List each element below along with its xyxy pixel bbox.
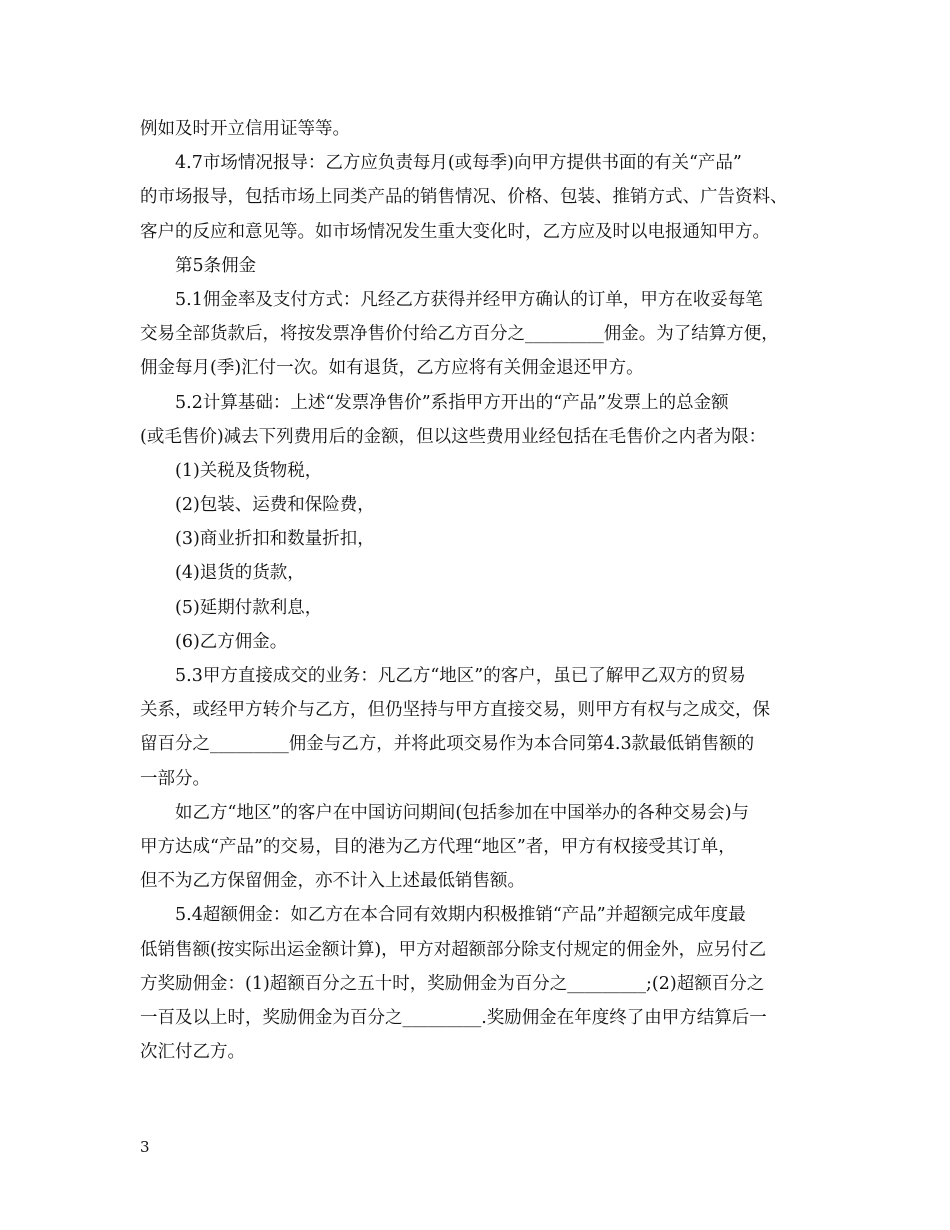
text-line: 次汇付乙方。 [140, 1042, 245, 1063]
text-line: 5.2计算基础：上述“发票净售价”系指甲方开出的“产品”发票上的总金额 [175, 392, 729, 413]
text-line: 一部分。 [140, 768, 210, 789]
text-line: 5.3甲方直接成交的业务：凡乙方“地区”的客户，虽已了解甲乙双方的贸易 [175, 666, 746, 686]
text-line: 一百及以上时，奖励佣金为百分之_________.奖励佣金在年度终了由甲方结算后一 [140, 1007, 767, 1028]
page-number: 3 [140, 1138, 150, 1156]
text-line: 留百分之_________佣金与乙方，并将此项交易作为本合同第4.3款最低销售额的 [140, 734, 755, 755]
text-line: 5.1佣金率及支付方式：凡经乙方获得并经甲方确认的订单，甲方在收妥每笔 [175, 289, 763, 310]
text-line: 交易全部货款后，将按发票净售价付给乙方百分之_________佣金。为了结算方便， [140, 324, 779, 345]
document-body [140, 112, 830, 1069]
text-line: 低销售额(按实际出运金额计算)，甲方对超额部分除支付规定的佣金外，应另付乙 [140, 939, 767, 960]
text-line: 方奖励佣金：(1)超额百分之五十时，奖励佣金为百分之_________;(2)超额百分之 [140, 973, 765, 994]
list-item: (4)退货的货款， [175, 563, 305, 584]
list-item: (1)关税及货物税， [175, 460, 323, 481]
text-line: 关系，或经甲方转介与乙方，但仍坚持与甲方直接交易，则甲方有权与之成交，保 [140, 700, 770, 721]
text-line: 4.7市场情况报导：乙方应负责每月(或每季)向甲方提供书面的有关“产品” [175, 153, 742, 174]
section-heading: 第5条佣金 [175, 255, 257, 276]
text-line: 例如及时开立信用证等等。 [140, 119, 350, 139]
text-line: 5.4超额佣金：如乙方在本合同有效期内积极推销“产品”并超额完成年度最 [175, 905, 746, 926]
text-line: 如乙方“地区”的客户在中国访问期间(包括参加在中国举办的各种交易会)与 [175, 802, 750, 823]
list-item: (6)乙方佣金。 [175, 631, 288, 652]
text-line: (或毛售价)减去下列费用后的金额，但以这些费用业经包括在毛售价之内者为限： [140, 426, 767, 447]
text-line: 佣金每月(季)汇付一次。如有退货，乙方应将有关佣金退还甲方。 [140, 358, 644, 379]
text-line: 客户的反应和意见等。如市场情况发生重大变化时，乙方应及时以电报通知甲方。 [140, 221, 770, 242]
text-line: 的市场报导，包括市场上同类产品的销售情况、价格、包装、推销方式、广告资料、 [140, 187, 788, 208]
text-line: 但不为乙方保留佣金，亦不计入上述最低销售额。 [140, 871, 525, 892]
list-item: (2)包装、运费和保险费， [175, 495, 375, 516]
list-item: (5)延期付款利息， [175, 597, 323, 618]
list-item: (3)商业折扣和数量折扣， [175, 529, 375, 550]
text-line: 甲方达成“产品”的交易，目的港为乙方代理“地区”者，甲方有权接受其订单， [140, 836, 736, 857]
